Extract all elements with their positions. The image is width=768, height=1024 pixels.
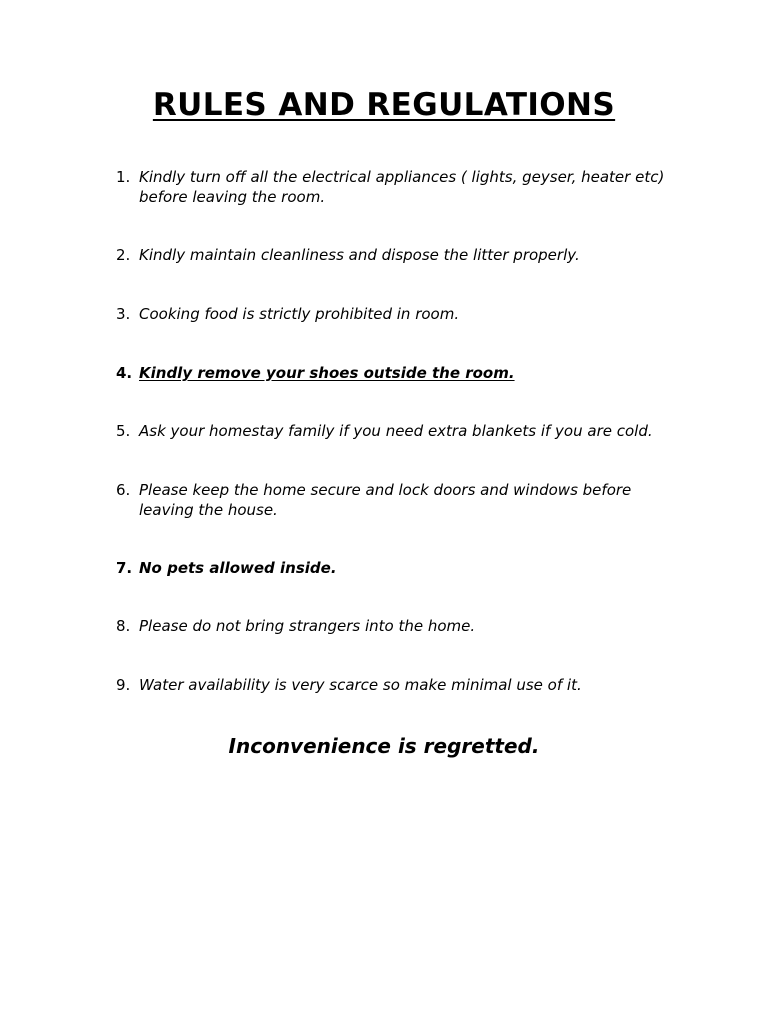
rule-item-8 <box>116 617 676 637</box>
rule-number: 7. <box>116 559 133 577</box>
rule-item-2 <box>116 246 676 266</box>
rule-item-1 <box>116 168 676 207</box>
rule-number: 6. <box>116 481 131 499</box>
page-title: RULES AND REGULATIONS <box>152 87 616 123</box>
rule-number: 9. <box>116 676 131 694</box>
rule-item-9 <box>116 676 676 696</box>
rule-text: Kindly turn off all the electrical appliances ( lights, geyser, heater etc) before leaving the room. <box>139 168 665 206</box>
rule-text: Cooking food is strictly prohibited in room. <box>139 305 460 323</box>
rule-item-7 <box>116 559 676 579</box>
rule-number: 2. <box>116 246 131 264</box>
rule-item-3 <box>116 305 676 325</box>
rule-text: Please keep the home secure and lock doors and windows before leaving the house. <box>139 481 632 519</box>
rule-text: No pets allowed inside. <box>139 559 337 577</box>
rule-text: Kindly remove your shoes outside the room. <box>139 364 515 382</box>
rule-text: Water availability is very scarce so make minimal use of it. <box>139 676 582 694</box>
rule-number: 4. <box>116 364 133 382</box>
rule-item-5 <box>116 422 676 442</box>
rule-text: Kindly maintain cleanliness and dispose the litter properly. <box>139 246 580 264</box>
closing-note: Inconvenience is regretted. <box>228 734 540 758</box>
rule-text: Please do not bring strangers into the home. <box>139 617 476 635</box>
rule-item-6 <box>116 481 676 520</box>
rule-number: 3. <box>116 305 131 323</box>
rule-text: Ask your homestay family if you need extra blankets if you are cold. <box>139 422 653 440</box>
rule-number: 8. <box>116 617 131 635</box>
rule-number: 1. <box>116 168 131 186</box>
rule-number: 5. <box>116 422 131 440</box>
rule-item-4 <box>116 364 676 384</box>
